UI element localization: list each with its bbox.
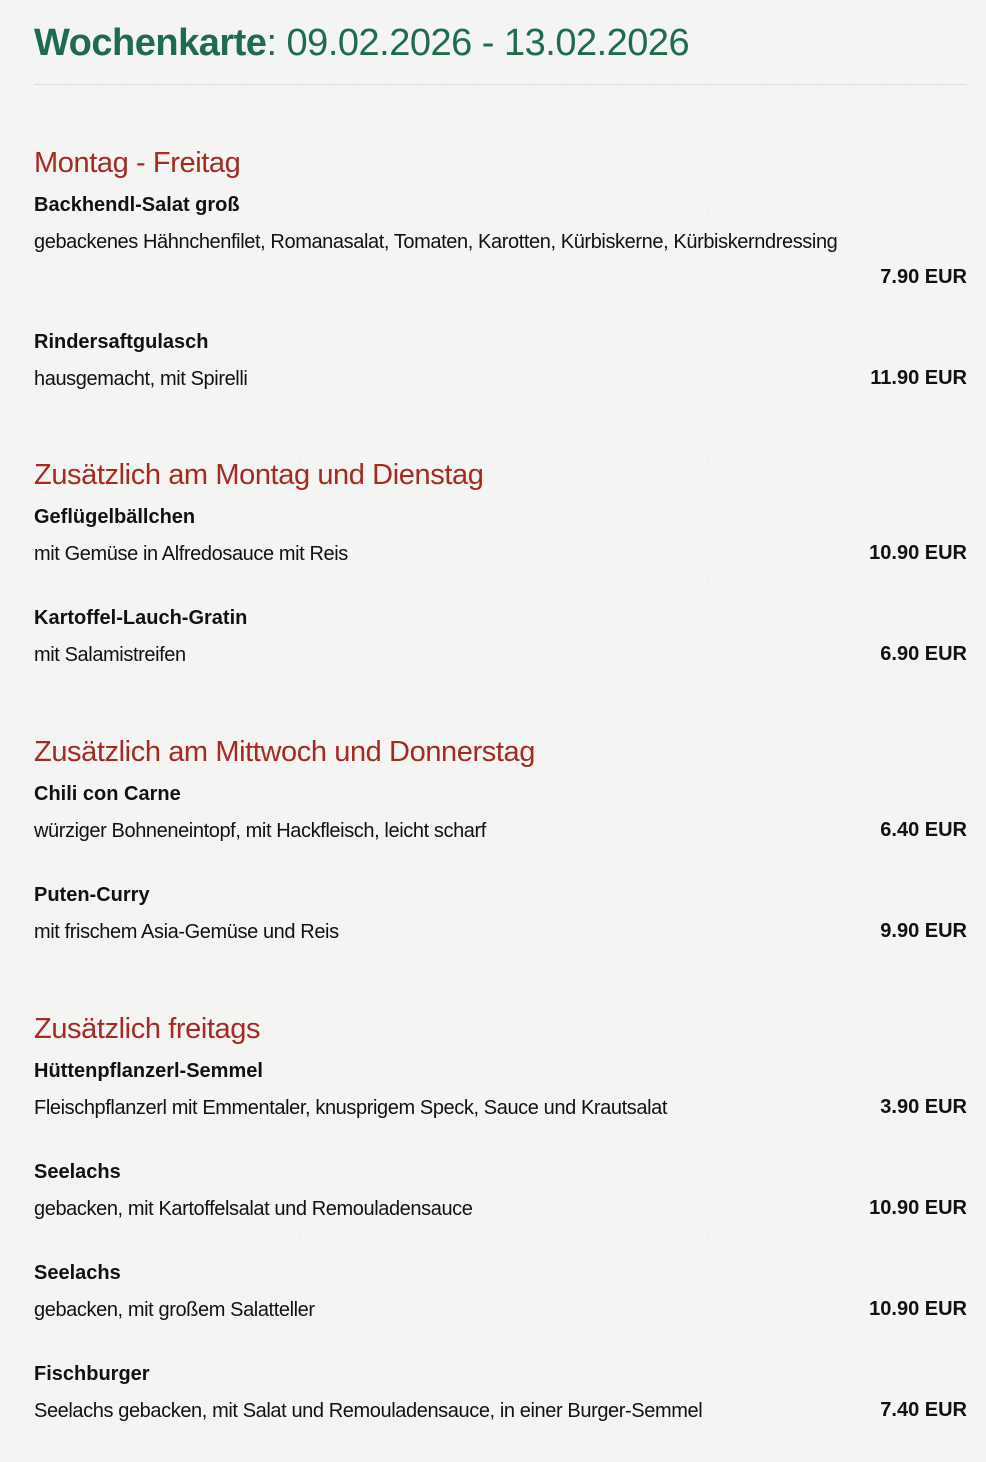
- menu-item-name: Puten-Curry: [34, 884, 150, 906]
- menu-item-name: Backhendl-Salat groß: [34, 194, 240, 216]
- menu-item-price: 6.90 EUR: [880, 643, 967, 665]
- page-title-date-range: : 09.02.2026 - 13.02.2026: [266, 22, 690, 64]
- menu-item-price: 7.90 EUR: [880, 266, 967, 288]
- menu-page: [34, 0, 967, 1462]
- menu-item-description: gebacken, mit Kartoffelsalat und Remouladensauce: [34, 1198, 473, 1220]
- menu-item-price: 6.40 EUR: [880, 819, 967, 841]
- menu-item-name: Hüttenpflanzerl-Semmel: [34, 1060, 263, 1082]
- menu-item-price: 9.90 EUR: [880, 920, 967, 942]
- menu-item-name: Kartoffel-Lauch-Gratin: [34, 607, 248, 629]
- section-heading-mittwoch-donnerstag: Zusätzlich am Mittwoch und Donnerstag: [34, 736, 535, 768]
- menu-item-description: gebackenes Hähnchenfilet, Romanasalat, Tomaten, Karotten, Kürbiskerne, Kürbiskerndressing: [34, 231, 838, 253]
- menu-item-description: mit frischem Asia-Gemüse und Reis: [34, 921, 339, 943]
- page-title-label: Wochenkarte: [34, 22, 267, 64]
- section-heading-montag-freitag: Montag - Freitag: [34, 147, 241, 179]
- menu-item-price: 10.90 EUR: [869, 542, 967, 564]
- menu-item-name: Chili con Carne: [34, 783, 181, 805]
- menu-item-description: würziger Bohneneintopf, mit Hackfleisch, leicht scharf: [34, 820, 486, 842]
- menu-item-price: 7.40 EUR: [880, 1399, 967, 1421]
- menu-item-name: Seelachs: [34, 1262, 121, 1284]
- page-title: [34, 20, 689, 66]
- menu-item-name: Fischburger: [34, 1363, 150, 1385]
- section-heading-montag-dienstag: Zusätzlich am Montag und Dienstag: [34, 459, 484, 491]
- menu-item-price: 3.90 EUR: [880, 1096, 967, 1118]
- menu-item-price: 11.90 EUR: [870, 367, 967, 389]
- menu-item-name: Geflügelbällchen: [34, 506, 196, 528]
- section-heading-freitags: Zusätzlich freitags: [34, 1013, 261, 1045]
- menu-item-price: 10.90 EUR: [869, 1298, 967, 1320]
- menu-item-description: gebacken, mit großem Salatteller: [34, 1299, 315, 1321]
- menu-item-price: 10.90 EUR: [869, 1197, 967, 1219]
- menu-item-description: hausgemacht, mit Spirelli: [34, 368, 248, 390]
- menu-item-description: Seelachs gebacken, mit Salat und Remouladensauce, in einer Burger-Semmel: [34, 1400, 703, 1422]
- menu-item-description: mit Gemüse in Alfredosauce mit Reis: [34, 543, 348, 565]
- header-divider: [34, 84, 967, 85]
- menu-item-description: Fleischpflanzerl mit Emmentaler, knusprigem Speck, Sauce und Krautsalat: [34, 1097, 668, 1119]
- menu-item-name: Rindersaftgulasch: [34, 331, 209, 353]
- menu-item-name: Seelachs: [34, 1161, 121, 1183]
- menu-item-description: mit Salamistreifen: [34, 644, 186, 666]
